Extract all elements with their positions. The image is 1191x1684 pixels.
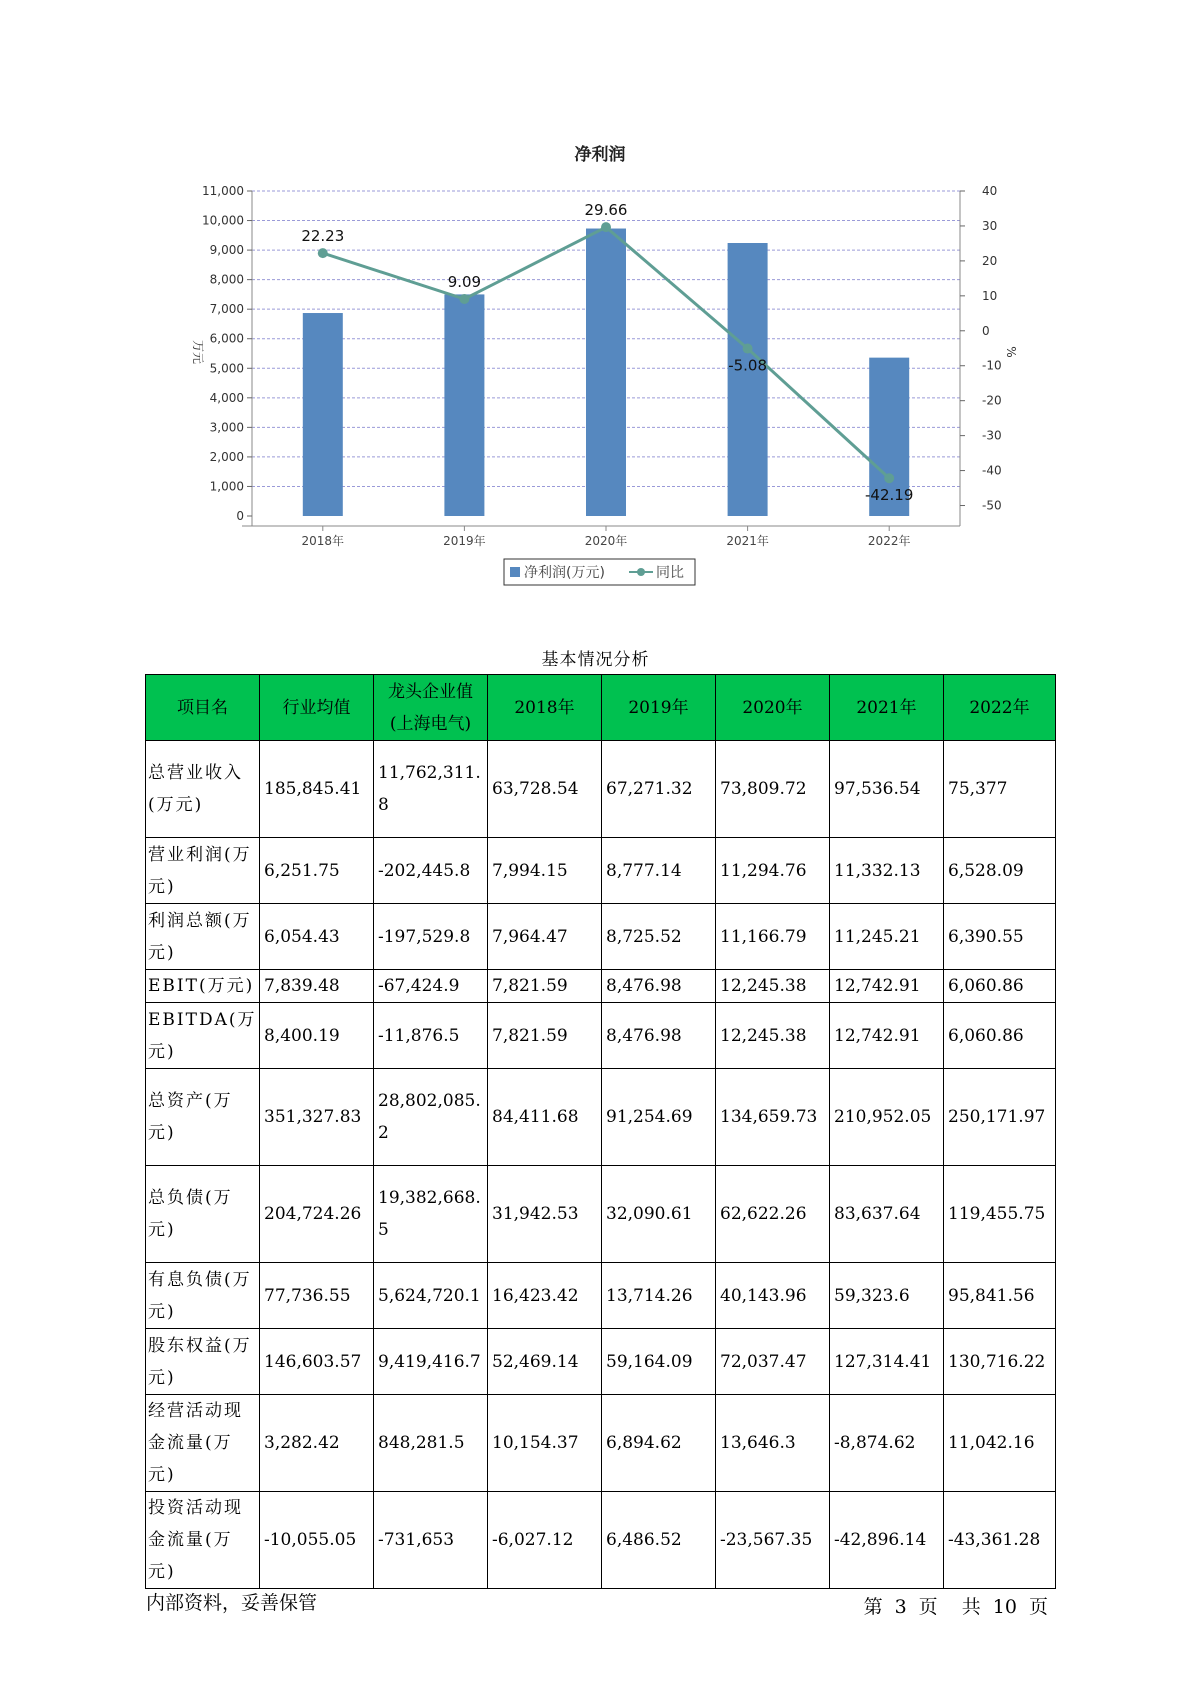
yoy-point <box>601 222 611 232</box>
cell-y2018: 7,821.59 <box>488 970 602 1003</box>
table-row <box>146 1003 1056 1069</box>
table-body <box>146 741 1056 1589</box>
right-tick-label: -30 <box>982 428 1002 443</box>
cell-y2022: -43,361.28 <box>944 1492 1056 1589</box>
cell-leader: 11,762,311.8 <box>374 741 488 838</box>
right-tick-label: -10 <box>982 358 1002 373</box>
left-tick-label: 1,000 <box>209 479 244 494</box>
cell-y2019: 8,476.98 <box>602 970 716 1003</box>
cell-y2022: 6,390.55 <box>944 904 1056 970</box>
row-label: 利润总额(万元) <box>146 904 260 970</box>
x-tick-label: 2019年 <box>443 534 486 548</box>
header-2020: 2020年 <box>716 675 830 741</box>
header-2021: 2021年 <box>830 675 944 741</box>
legend-bar-swatch <box>510 567 520 577</box>
cell-y2021: 83,637.64 <box>830 1166 944 1263</box>
right-tick-label: 30 <box>982 218 998 233</box>
left-tick-label: 4,000 <box>209 390 244 405</box>
table-row <box>146 838 1056 904</box>
cell-leader: -731,653 <box>374 1492 488 1589</box>
cell-y2021: -42,896.14 <box>830 1492 944 1589</box>
left-tick-label: 0 <box>236 509 244 523</box>
cell-y2018: 10,154.37 <box>488 1395 602 1492</box>
cell-y2019: 67,271.32 <box>602 741 716 838</box>
chart-title: 净利润 <box>574 145 626 165</box>
cell-y2019: 13,714.26 <box>602 1263 716 1329</box>
cell-y2018: 7,964.47 <box>488 904 602 970</box>
cell-leader: -202,445.8 <box>374 838 488 904</box>
table-row <box>146 741 1056 838</box>
page-total-prefix: 共 <box>961 1596 981 1618</box>
right-tick-label: 0 <box>982 323 990 338</box>
table-row <box>146 1069 1056 1166</box>
cell-y2019: 6,894.62 <box>602 1395 716 1492</box>
cell-avg: 204,724.26 <box>260 1166 374 1263</box>
bar <box>303 313 343 516</box>
header-leader: 龙头企业值(上海电气) <box>374 675 488 741</box>
cell-y2022: 119,455.75 <box>944 1166 1056 1263</box>
page-total: 10 <box>992 1596 1017 1618</box>
bar <box>444 294 484 516</box>
cell-y2018: 31,942.53 <box>488 1166 602 1263</box>
left-tick-label: 5,000 <box>209 361 244 376</box>
header-2022: 2022年 <box>944 675 1056 741</box>
cell-y2021: 59,323.6 <box>830 1263 944 1329</box>
cell-y2021: 11,332.13 <box>830 838 944 904</box>
data-label: -42.19 <box>865 486 914 505</box>
cell-y2020: 134,659.73 <box>716 1069 830 1166</box>
cell-y2020: 12,245.38 <box>716 970 830 1003</box>
right-axis-label: % <box>1004 346 1018 358</box>
cell-avg: 351,327.83 <box>260 1069 374 1166</box>
page-prefix: 第 <box>863 1596 883 1618</box>
row-label: 有息负债(万元) <box>146 1263 260 1329</box>
right-axis-ticks <box>960 184 1002 513</box>
cell-y2020: 12,245.38 <box>716 1003 830 1069</box>
header-2018: 2018年 <box>488 675 602 741</box>
left-axis-label: 万元 <box>191 339 205 365</box>
page-number <box>858 1592 1054 1619</box>
x-tick-label: 2018年 <box>301 534 345 548</box>
cell-y2019: 32,090.61 <box>602 1166 716 1263</box>
yoy-point <box>884 473 894 483</box>
cell-y2021: 97,536.54 <box>830 741 944 838</box>
cell-y2018: 63,728.54 <box>488 741 602 838</box>
cell-y2020: 13,646.3 <box>716 1395 830 1492</box>
cell-leader: -197,529.8 <box>374 904 488 970</box>
chart-legend <box>504 559 695 585</box>
basic-analysis-table <box>145 674 1056 1589</box>
bar <box>586 229 626 516</box>
header-2019: 2019年 <box>602 675 716 741</box>
row-label: 营业利润(万元) <box>146 838 260 904</box>
cell-avg: 6,251.75 <box>260 838 374 904</box>
data-label: 29.66 <box>584 201 628 220</box>
cell-y2021: 210,952.05 <box>830 1069 944 1166</box>
header-industry-avg: 行业均值 <box>260 675 374 741</box>
cell-avg: 7,839.48 <box>260 970 374 1003</box>
confidential-note: 内部资料，妥善保管 <box>146 1592 318 1614</box>
cell-y2021: 12,742.91 <box>830 1003 944 1069</box>
right-tick-label: 10 <box>982 288 998 303</box>
cell-y2019: 8,725.52 <box>602 904 716 970</box>
table-row <box>146 1166 1056 1263</box>
cell-y2021: -8,874.62 <box>830 1395 944 1492</box>
right-tick-label: 40 <box>982 184 998 198</box>
cell-y2020: 72,037.47 <box>716 1329 830 1395</box>
left-tick-label: 9,000 <box>209 243 244 258</box>
table-row <box>146 904 1056 970</box>
cell-y2018: 7,994.15 <box>488 838 602 904</box>
cell-y2018: 16,423.42 <box>488 1263 602 1329</box>
table-caption: 基本情况分析 <box>541 650 650 670</box>
cell-avg: -10,055.05 <box>260 1492 374 1589</box>
right-tick-label: -20 <box>982 393 1002 408</box>
row-label: EBIT(万元) <box>146 970 260 1003</box>
table-header <box>146 675 1056 741</box>
row-label: 总营业收入(万元) <box>146 741 260 838</box>
data-label: 9.09 <box>447 273 482 292</box>
left-tick-label: 3,000 <box>209 420 244 435</box>
cell-y2021: 127,314.41 <box>830 1329 944 1395</box>
page-mid: 页 <box>918 1596 938 1618</box>
cell-y2019: 59,164.09 <box>602 1329 716 1395</box>
data-label: -5.08 <box>728 356 768 375</box>
cell-y2022: 75,377 <box>944 741 1056 838</box>
cell-y2018: -6,027.12 <box>488 1492 602 1589</box>
row-label: 经营活动现金流量(万元) <box>146 1395 260 1492</box>
header-item-name: 项目名 <box>146 675 260 741</box>
cell-leader: 5,624,720.1 <box>374 1263 488 1329</box>
table-row <box>146 1492 1056 1589</box>
cell-y2022: 95,841.56 <box>944 1263 1056 1329</box>
left-tick-label: 2,000 <box>209 449 244 464</box>
cell-y2019: 6,486.52 <box>602 1492 716 1589</box>
cell-y2022: 11,042.16 <box>944 1395 1056 1492</box>
cell-leader: 848,281.5 <box>374 1395 488 1492</box>
page-current: 3 <box>894 1596 907 1618</box>
row-label: 总资产(万元) <box>146 1069 260 1166</box>
cell-avg: 77,736.55 <box>260 1263 374 1329</box>
bar <box>728 243 768 516</box>
yoy-point <box>743 344 753 354</box>
cell-y2018: 84,411.68 <box>488 1069 602 1166</box>
row-label: 股东权益(万元) <box>146 1329 260 1395</box>
row-label: 总负债(万元) <box>146 1166 260 1263</box>
cell-y2022: 130,716.22 <box>944 1329 1056 1395</box>
x-axis-ticks <box>302 526 911 548</box>
cell-y2021: 11,245.21 <box>830 904 944 970</box>
x-tick-label: 2022年 <box>867 534 911 548</box>
data-label: 22.23 <box>301 227 345 246</box>
table-row <box>146 1395 1056 1492</box>
cell-leader: 28,802,085.2 <box>374 1069 488 1166</box>
cell-avg: 8,400.19 <box>260 1003 374 1069</box>
right-tick-label: -50 <box>982 498 1002 513</box>
page-suffix: 页 <box>1028 1596 1048 1618</box>
left-axis-ticks <box>202 184 252 523</box>
cell-leader: 19,382,668.5 <box>374 1166 488 1263</box>
cell-leader: -67,424.9 <box>374 970 488 1003</box>
cell-leader: 9,419,416.7 <box>374 1329 488 1395</box>
cell-avg: 6,054.43 <box>260 904 374 970</box>
cell-y2019: 8,777.14 <box>602 838 716 904</box>
chart-bars <box>303 229 909 516</box>
cell-y2022: 6,060.86 <box>944 1003 1056 1069</box>
cell-leader: -11,876.5 <box>374 1003 488 1069</box>
cell-y2020: 73,809.72 <box>716 741 830 838</box>
cell-avg: 3,282.42 <box>260 1395 374 1492</box>
cell-y2019: 8,476.98 <box>602 1003 716 1069</box>
cell-y2020: 11,294.76 <box>716 838 830 904</box>
right-tick-label: 20 <box>982 253 998 268</box>
cell-y2019: 91,254.69 <box>602 1069 716 1166</box>
cell-y2020: -23,567.35 <box>716 1492 830 1589</box>
row-label: EBITDA(万元) <box>146 1003 260 1069</box>
legend-bar-label: 净利润(万元) <box>524 565 605 581</box>
table-row <box>146 1263 1056 1329</box>
x-tick-label: 2020年 <box>584 534 628 548</box>
left-tick-label: 8,000 <box>209 272 244 287</box>
left-tick-label: 6,000 <box>209 331 244 346</box>
left-tick-label: 10,000 <box>202 213 244 228</box>
cell-y2022: 6,528.09 <box>944 838 1056 904</box>
cell-avg: 185,845.41 <box>260 741 374 838</box>
cell-y2022: 6,060.86 <box>944 970 1056 1003</box>
cell-avg: 146,603.57 <box>260 1329 374 1395</box>
row-label: 投资活动现金流量(万元) <box>146 1492 260 1589</box>
legend-line-marker <box>637 568 645 576</box>
yoy-point <box>318 248 328 258</box>
net-profit-chart <box>0 0 1191 600</box>
cell-y2018: 52,469.14 <box>488 1329 602 1395</box>
right-tick-label: -40 <box>982 463 1002 478</box>
table-row <box>146 970 1056 1003</box>
cell-y2020: 62,622.26 <box>716 1166 830 1263</box>
x-tick-label: 2021年 <box>726 534 769 548</box>
table-row <box>146 1329 1056 1395</box>
cell-y2022: 250,171.97 <box>944 1069 1056 1166</box>
cell-y2021: 12,742.91 <box>830 970 944 1003</box>
cell-y2018: 7,821.59 <box>488 1003 602 1069</box>
yoy-point <box>459 294 469 304</box>
left-tick-label: 11,000 <box>202 184 244 198</box>
cell-y2020: 40,143.96 <box>716 1263 830 1329</box>
left-tick-label: 7,000 <box>209 302 244 317</box>
legend-line-label: 同比 <box>656 565 684 581</box>
cell-y2020: 11,166.79 <box>716 904 830 970</box>
